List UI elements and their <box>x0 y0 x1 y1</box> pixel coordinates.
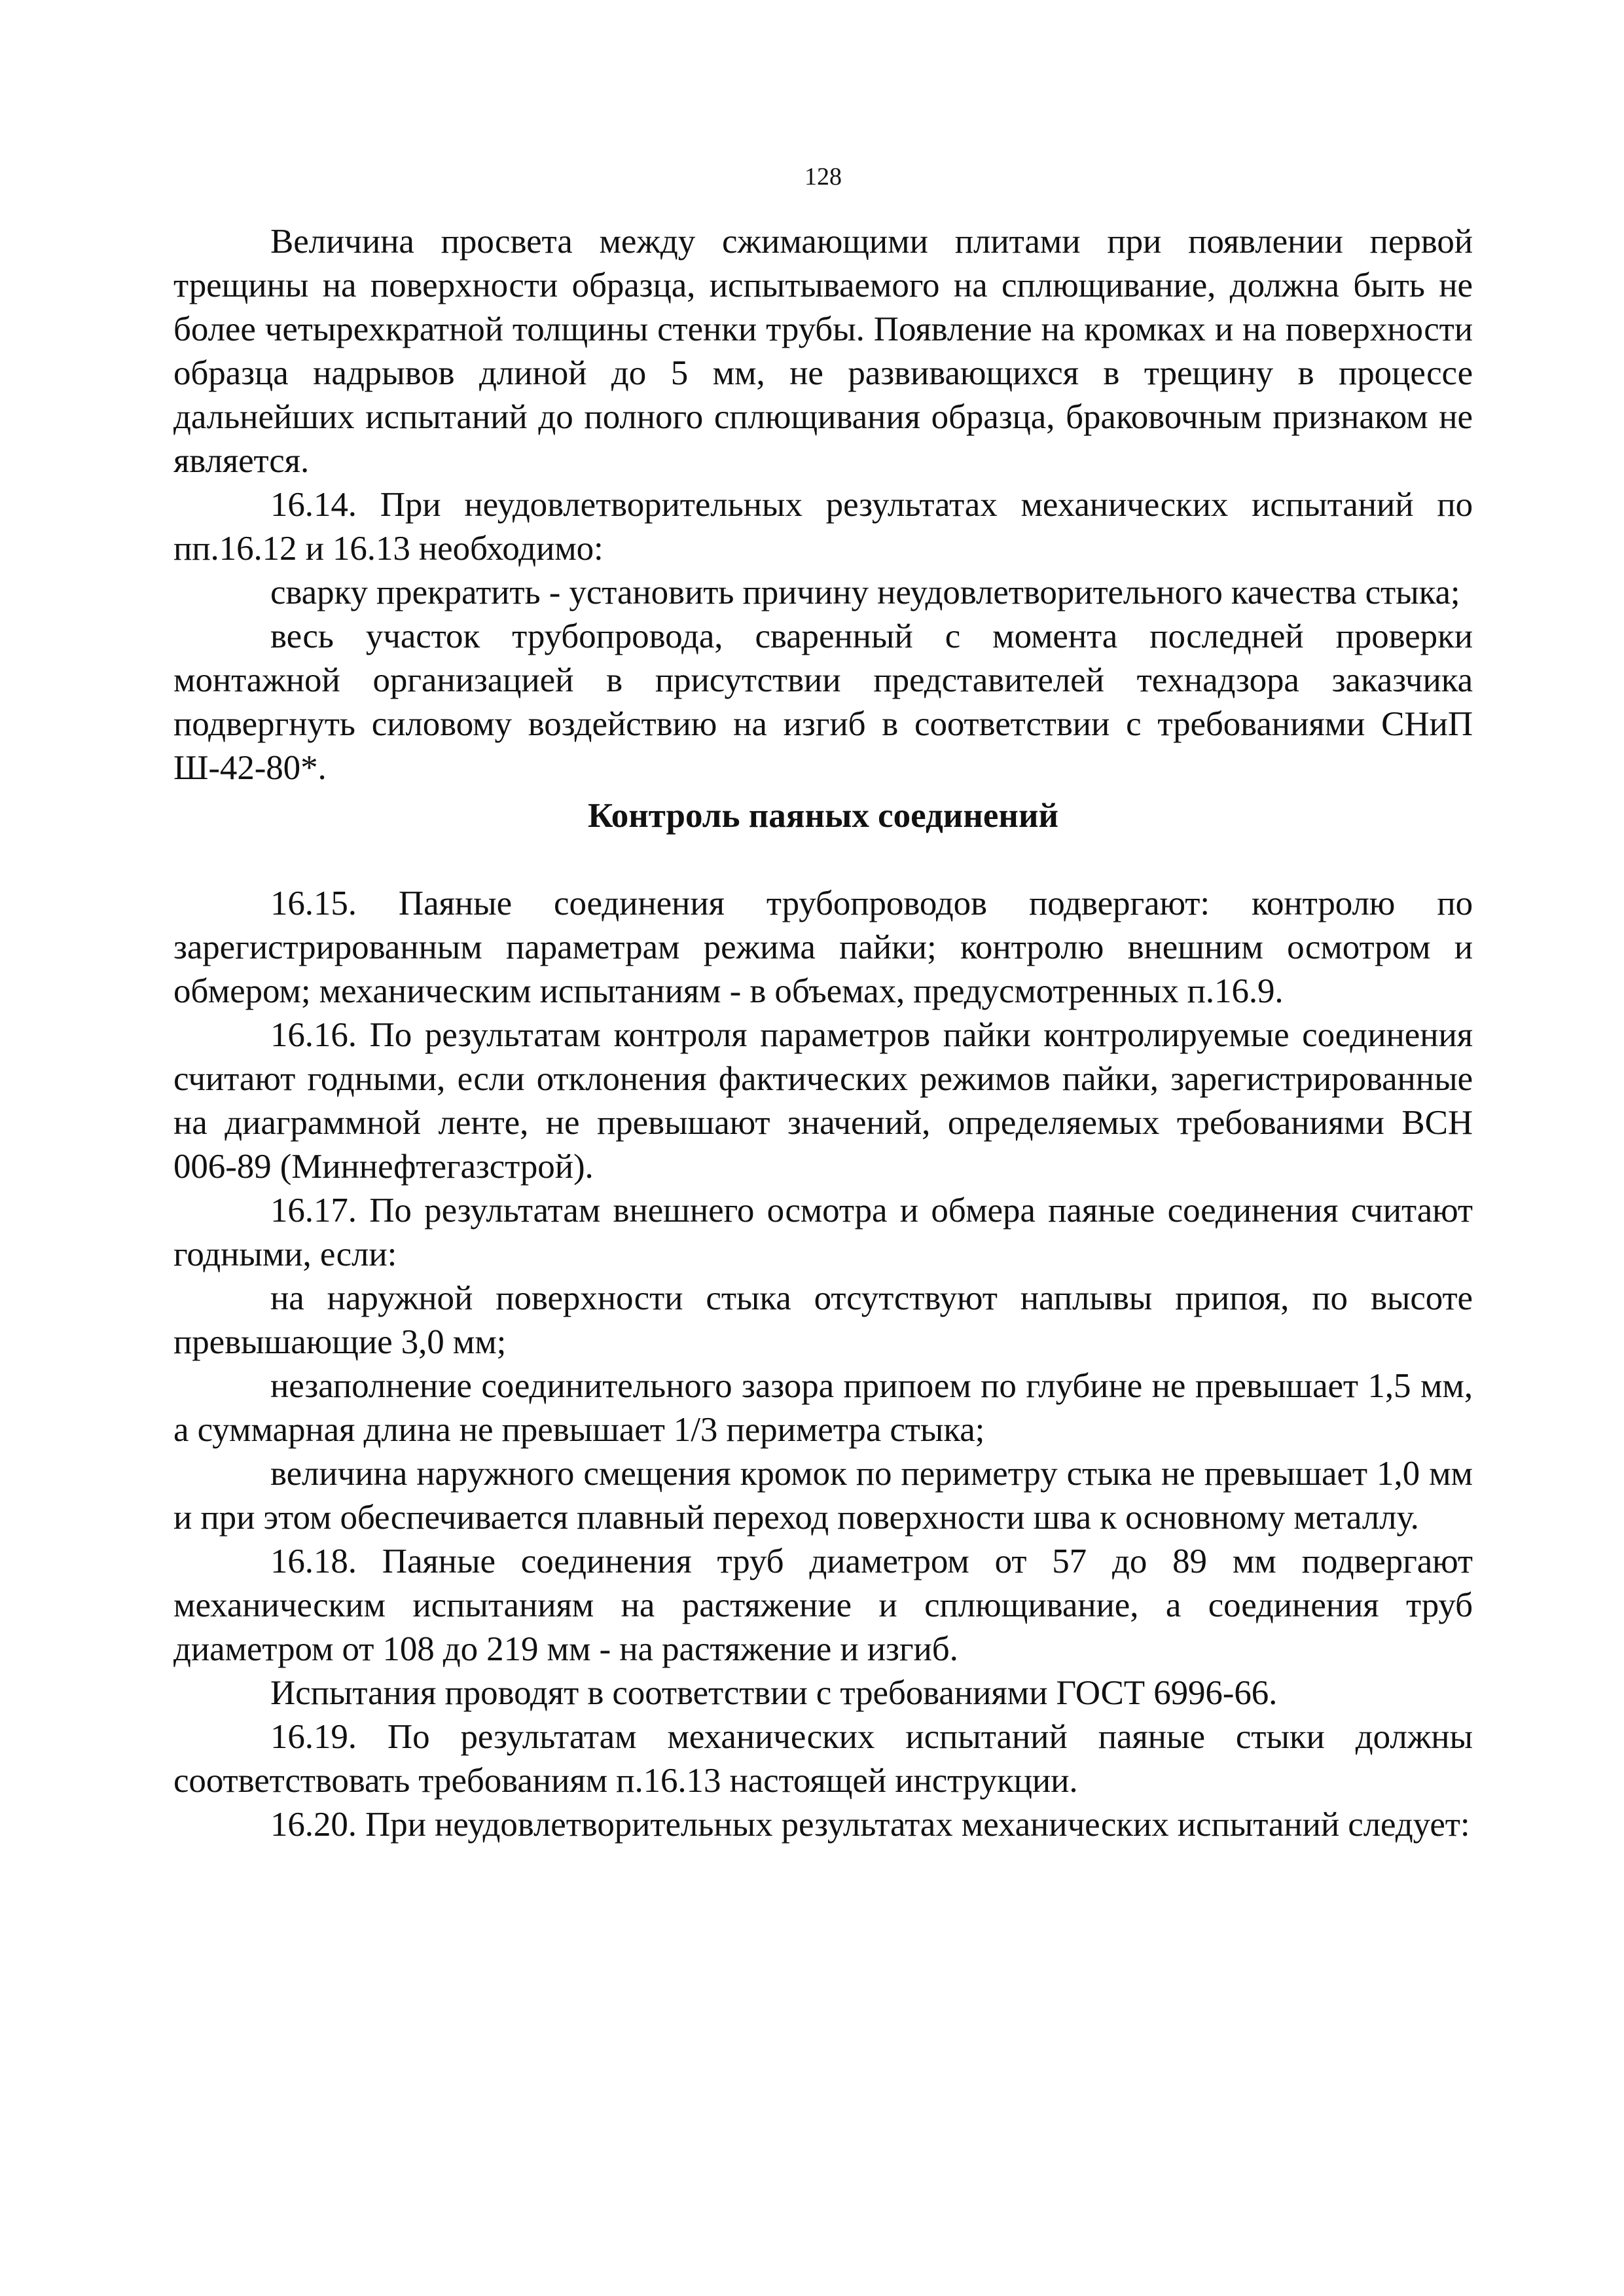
paragraph-16-20: 16.20. При неудовлетворительных результатах механических испытаний следует: <box>270 1806 1470 1844</box>
paragraph-edge-offset: величина наружного смещения кромок по периметру стыка не превышает 1,0 мм и при этом обеспечивается плавный переход поверхности шва к основному металлу. <box>173 1455 1473 1537</box>
section-heading: Контроль паяных соединений <box>587 797 1059 835</box>
page-number: 128 <box>804 163 842 191</box>
paragraph-16-19: 16.19. По результатам механических испытаний паяные стыки должны соответствовать требованиям п.16.13 настоящей инструкции. <box>173 1718 1473 1800</box>
paragraph-16-15: 16.15. Паяные соединения трубопроводов подвергают: контролю по зарегистрированным параметрам режима пайки; контролю внешним осмотром и обмером; механическим испытаниям - в объемах, предусмотренных п.16.9. <box>173 884 1473 1010</box>
paragraph-16-17: 16.17. По результатам внешнего осмотра и обмера паяные соединения считают годными, если: <box>173 1192 1473 1273</box>
document-page <box>173 157 1473 1847</box>
paragraph-16-14: 16.14. При неудовлетворительных результатах механических испытаний по пп.16.12 и 16.13 необходимо: <box>173 486 1473 568</box>
paragraph-gap-filling: незаполнение соединительного зазора припоем по глубине не превышает 1,5 мм, а суммарная длина не превышает 1/3 периметра стыка; <box>173 1367 1473 1449</box>
paragraph-solder-overflow: на наружной поверхности стыка отсутствуют наплывы припоя, по высоте превышающие 3,0 мм; <box>173 1279 1473 1361</box>
paragraph-gost-tests: Испытания проводят в соответствии с требованиями ГОСТ 6996-66. <box>270 1674 1278 1712</box>
paragraph-flattening-gap: Величина просвета между сжимающими плитами при появлении первой трещины на поверхности образца, испытываемого на сплющивание, должна быть не более четырехкратной толщины стенки трубы. Появление на кромках и на поверхности образца надрывов длиной до 5 мм, не развивающихся в трещину в процессе дальнейших испытаний до полного сплющивания образца, браковочным признаком не является. <box>173 223 1473 480</box>
paragraph-bending-test: весь участок трубопровода, сваренный с момента последней проверки монтажной организацией в присутствии представителей технадзора заказчика подвергнуть силовому воздействию на изгиб в соответствии с требованиями СНиП Ш-42-80*. <box>173 617 1473 787</box>
paragraph-16-18: 16.18. Паяные соединения труб диаметром от 57 до 89 мм подвергают механическим испытаниям на растяжение и сплющивание, а соединения труб диаметром от 108 до 219 мм - на растяжение и изгиб. <box>173 1542 1473 1668</box>
paragraph-16-16: 16.16. По результатам контроля параметров пайки контролируемые соединения считают годными, если отклонения фактических режимов пайки, зарегистрированные на диаграммной ленте, не превышают значений, определяемых требованиями ВСН 006-89 (Миннефтегазстрой). <box>173 1016 1473 1186</box>
paragraph-stop-welding: сварку прекратить - установить причину неудовлетворительного качества стыка; <box>270 574 1460 611</box>
